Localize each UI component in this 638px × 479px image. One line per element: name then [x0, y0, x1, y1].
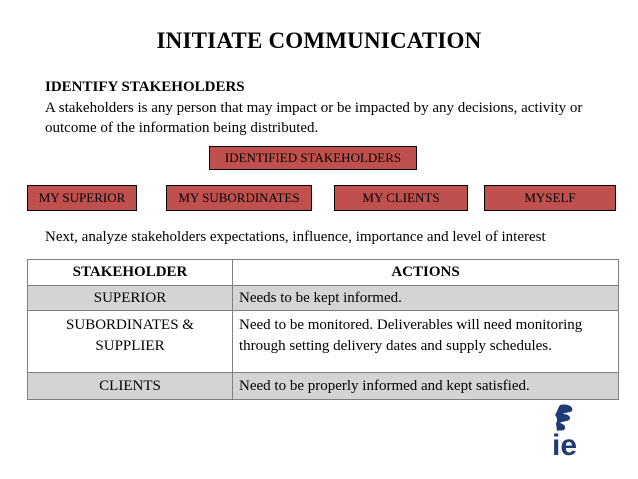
slide-title: INITIATE COMMUNICATION	[156, 28, 482, 53]
stakeholder-box-clients: MY CLIENTS	[334, 185, 468, 211]
stakeholder-cell: CLIENTS	[28, 373, 233, 400]
stakeholder-box-myself: MYSELF	[484, 185, 616, 211]
table-row	[28, 373, 619, 400]
identified-stakeholders-box: IDENTIFIED STAKEHOLDERS	[209, 146, 417, 170]
header-actions: ACTIONS	[233, 260, 619, 286]
logo-text: ie	[552, 429, 578, 459]
stakeholder-definition: A stakeholders is any person that may impact or be impacted by any decisions, activity or outcome of the information being distributed.	[45, 100, 583, 136]
table-row	[28, 311, 619, 373]
table-row	[28, 286, 619, 311]
actions-cell: Need to be monitored. Deliverables will need monitoring through setting delivery dates and supply schedules.	[233, 311, 619, 373]
stakeholder-cell: SUBORDINATES & SUPPLIER	[28, 311, 233, 373]
actions-cell: Needs to be kept informed.	[233, 286, 619, 311]
analysis-note: Next, analyze stakeholders expectations, influence, importance and level of interest	[45, 229, 546, 245]
stakeholder-actions-table	[27, 259, 619, 400]
header-stakeholder: STAKEHOLDER	[28, 260, 233, 286]
ie-logo-icon	[548, 403, 608, 459]
actions-cell: Need to be properly informed and kept satisfied.	[233, 373, 619, 400]
stakeholder-cell: SUPERIOR	[28, 286, 233, 311]
table-header-row	[28, 260, 619, 286]
stakeholder-box-superior: MY SUPERIOR	[27, 185, 137, 211]
stakeholder-box-subordinates: MY SUBORDINATES	[166, 185, 312, 211]
section-heading: IDENTIFY STAKEHOLDERS	[45, 79, 245, 95]
